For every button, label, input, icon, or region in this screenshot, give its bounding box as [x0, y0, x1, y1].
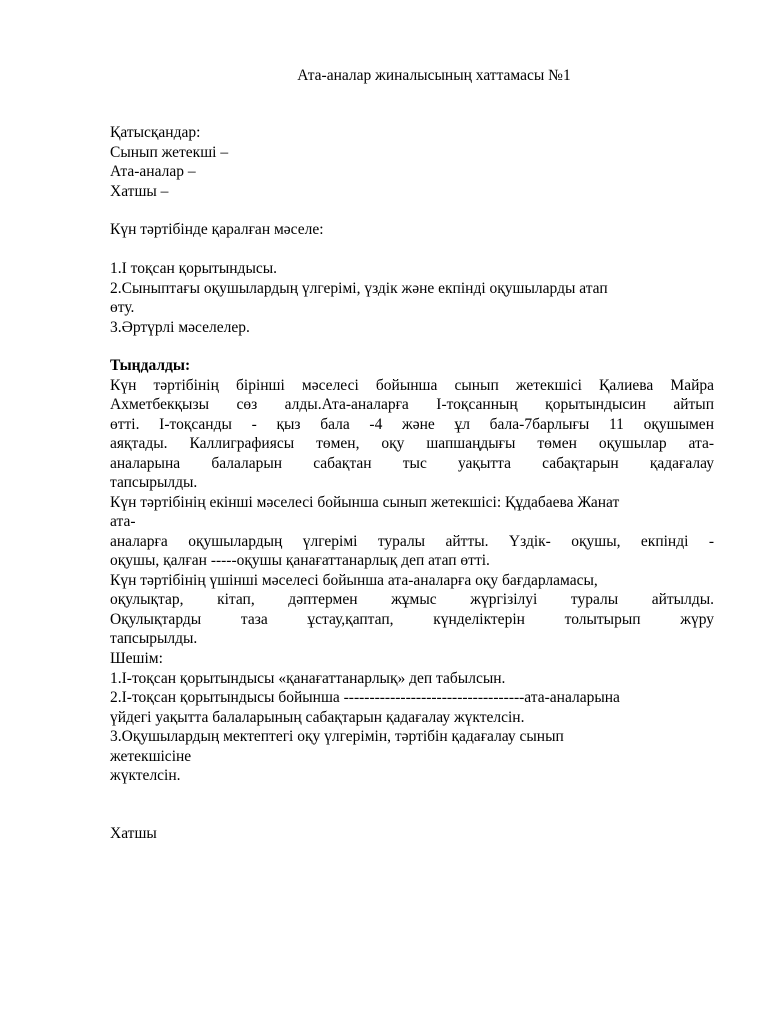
decision-line: 2.І-тоқсан қорытындысы бойынша -----------------------------------ата-аналарына: [110, 689, 620, 706]
signature-label: Хатшы: [110, 825, 157, 842]
participants-list: [110, 123, 714, 201]
heard-line: Оқулықтарды таза ұстау,қаптап, күнделіктерін толытырып жүру: [110, 610, 714, 628]
heard-section: [110, 356, 714, 649]
agenda-item: өту.: [110, 299, 135, 316]
heard-line: Күн тәртібінің бірінші мәселесі бойынша сынып жетекшісі Қалиева Майра: [110, 376, 714, 394]
decision-line: үйдегі уақытта балаларының сабақтарын қадағалау жүктелсін.: [110, 708, 525, 726]
agenda-heading: Күн тәртібінде қаралған мәселе:: [110, 221, 324, 238]
heard-heading: Тыңдалды:: [110, 357, 191, 374]
agenda-item: 3.Әртүрлі мәселелер.: [110, 318, 250, 336]
document-title: Ата-аналар жиналысының хаттамасы №1: [297, 67, 571, 84]
agenda-item: 1.І тоқсан қорытындысы.: [110, 260, 278, 277]
heard-line: аналарына балаларын сабақтан тыс уақытта сабақтарын қадағалау: [110, 454, 714, 472]
heard-line: оқулықтар, кітап, дәптермен жұмыс жүргізілуі туралы айтылды.: [110, 591, 714, 608]
heard-line: Күн тәртібінің үшінші мәселесі бойынша ата-аналарға оқу бағдарламасы,: [110, 571, 598, 589]
decision-heading: Шешім:: [110, 650, 163, 667]
heard-line: тапсырылды.: [110, 630, 198, 647]
decision-section: [110, 649, 714, 786]
heard-line: тапсырылды.: [110, 474, 198, 491]
heard-line: өтті. І-тоқсанды - қыз бала -4 және ұл бала-7барлығы 11 оқушымен: [110, 415, 714, 433]
agenda-list: [110, 259, 714, 337]
agenda-item: 2.Сыныптағы оқушылардың үлгерімі, үздік және екпінді оқушыларды атап: [110, 279, 608, 297]
heard-line: Күн тәртібінің екінші мәселесі бойынша сынып жетекшісі: Құдабаева Жанат: [110, 493, 620, 511]
participants-label: Қатысқандар:: [110, 124, 201, 141]
participant-secretary: Хатшы –: [110, 182, 169, 200]
heard-line: оқушы, қалған -----оқушы қанағаттанарлық деп атап өтті.: [110, 552, 490, 569]
decision-line: 3.Оқушылардың мектептегі оқу үлгерімін, тәртібін қадағалау сынып: [110, 728, 564, 745]
heard-line: Ахметбекқызы сөз алды.Ата-аналарға І-тоқсанның қорытындысин айтып: [110, 396, 714, 413]
heard-line: аналарға оқушылардың үлгерімі туралы айтты. Үздік- оқушы, екпінді -: [110, 532, 714, 550]
decision-line: жүктелсін.: [110, 767, 181, 784]
heard-line: ата-: [110, 513, 136, 530]
participant-class-teacher: Сынып жетекші –: [110, 143, 229, 161]
heard-line: аяқтады. Каллиграфиясы төмен, оқу шапшаңдығы төмен оқушылар ата-: [110, 435, 714, 452]
decision-line: жетекшісіне: [110, 747, 192, 765]
participant-parents: Ата-аналар –: [110, 163, 196, 180]
decision-line: 1.І-тоқсан қорытындысы «қанағаттанарлық» деп табылсын.: [110, 669, 506, 687]
